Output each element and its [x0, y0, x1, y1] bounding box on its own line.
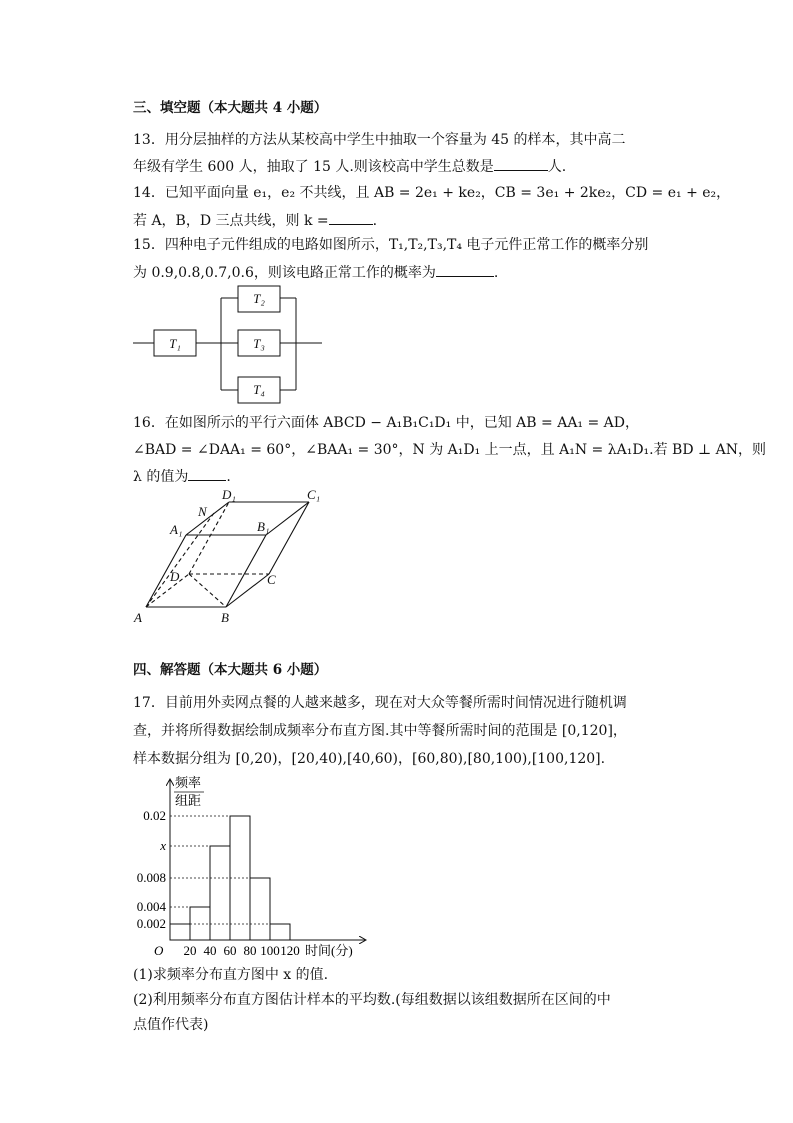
circuit-label-t1: T₁	[169, 336, 181, 351]
x-tick-label: 80	[243, 943, 257, 958]
q15-line-2	[133, 262, 498, 282]
section-4-heading: 四、解答题（本大题共 6 小题）	[133, 662, 328, 678]
q16-line-2: ∠BAD = ∠DAA₁ = 60°，∠BAA₁ = 30°，N 为 A₁D₁ 上一点，且 A₁N = λA₁D₁.若 BD ⊥ AN，则	[133, 442, 767, 458]
vertex-label-c1: C₁	[307, 487, 321, 502]
q13-line-2-text: 年级有学生 600 人，抽取了 15 人.则该校高中学生总数是	[133, 159, 494, 175]
x-tick-label: 60	[223, 943, 237, 958]
edge-a1d1	[186, 502, 229, 535]
q14-line-1: 14．已知平面向量 e₁，e₂ 不共线，且 AB = 2e₁ + ke₂，CB = 3e₁ + 2ke₂，CD = e₁ + e₂，	[133, 185, 731, 201]
circuit-label-t2: T₂	[253, 291, 265, 306]
histogram-bar	[250, 878, 270, 940]
edge-bd-hidden	[189, 574, 226, 607]
q16-line-1: 16．在如图所示的平行六面体 ABCD − A₁B₁C₁D₁ 中，已知 AB = AA₁ = AD，	[133, 415, 640, 431]
q16-line-3	[133, 466, 231, 486]
edge-cc1	[269, 502, 309, 574]
y-axis-label-bottom: 组距	[175, 793, 202, 808]
edge-aa1	[146, 535, 186, 607]
q15-tail: .	[493, 265, 499, 281]
q16-answer-blank[interactable]	[188, 466, 226, 481]
q14-tail: .	[372, 213, 378, 229]
histogram-bar	[210, 846, 230, 940]
q14-line-2-text: 若 A，B，D 三点共线，则 k =	[133, 213, 329, 229]
vertex-label-a: A	[134, 610, 142, 625]
q16-tail: .	[226, 469, 231, 485]
circuit-label-t3: T₃	[253, 336, 265, 351]
q14-answer-blank[interactable]	[329, 210, 373, 225]
frequency-histogram	[130, 772, 370, 962]
y-axis-label-top: 频率	[175, 775, 202, 790]
origin-label: O	[154, 943, 164, 958]
q17-sub-2-line-2: 点值作代表)	[133, 1017, 209, 1033]
histogram-bar	[190, 907, 210, 940]
vertex-label-b1: B₁	[257, 519, 270, 534]
q14-line-2	[133, 210, 377, 230]
edge-bc	[226, 574, 269, 607]
y-tick-label: 0.004	[136, 899, 166, 914]
x-tick-label: 100	[260, 943, 280, 958]
vertex-label-b: B	[221, 610, 229, 625]
q13-line-2	[133, 156, 566, 176]
y-tick-label: 0.008	[136, 870, 166, 885]
circuit-label-t4: T₄	[253, 382, 265, 397]
q17-line-3: 样本数据分组为 [0,20)，[20,40),[40,60)，[60,80),[80,100),[100,120].	[133, 751, 606, 767]
x-tick-label: 40	[203, 943, 217, 958]
x-tick-label: 120	[280, 943, 300, 958]
parallelepiped-figure	[128, 484, 338, 630]
edge-dd1-hidden	[189, 502, 229, 574]
q16-line-3-text: λ 的值为	[133, 469, 189, 485]
q17-sub-1: (1)求频率分布直方图中 x 的值.	[133, 967, 329, 983]
y-tick-label: x	[160, 838, 166, 853]
vertex-label-d: D	[170, 569, 180, 584]
q17-line-1: 17．目前用外卖网点餐的人越来越多，现在对大众等餐所需时间情况进行随机调	[133, 695, 627, 711]
section-3-heading: 三、填空题（本大题共 4 小题）	[133, 100, 328, 116]
vertex-label-c: C	[267, 572, 276, 587]
edge-bb1	[226, 535, 266, 607]
q15-line-2-text: 为 0.9,0.8,0.7,0.6，则该电路正常工作的概率为	[133, 265, 436, 281]
edge-ad-hidden	[146, 574, 189, 607]
q13-answer-blank[interactable]	[494, 156, 548, 171]
y-tick-label: 0.002	[136, 916, 166, 931]
x-axis-label: 时间(分)	[305, 943, 353, 958]
q17-sub-2-line-1: (2)利用频率分布直方图估计样本的平均数.(每组数据以该组数据所在区间的中	[133, 992, 611, 1008]
q17-line-2: 查，并将所得数据绘制成频率分布直方图.其中等餐所需时间的范围是 [0,120]，	[133, 723, 627, 739]
q13-tail: 人.	[547, 159, 567, 175]
q15-line-1: 15．四种电子元件组成的电路如图所示，T₁,T₂,T₃,T₄ 电子元件正常工作的概率分别	[133, 237, 649, 253]
histogram-bar	[270, 924, 290, 940]
y-tick-label: 0.02	[143, 808, 166, 823]
q13-line-1: 13．用分层抽样的方法从某校高中学生中抽取一个容量为 45 的样本，其中高二	[133, 132, 626, 148]
q15-answer-blank[interactable]	[436, 262, 494, 277]
point-label-n: N	[198, 504, 207, 519]
histogram-bar	[170, 924, 190, 940]
circuit-diagram	[130, 282, 330, 406]
x-tick-label: 20	[183, 943, 197, 958]
vertex-label-a1: A₁	[170, 522, 183, 537]
edge-b1c1	[266, 502, 309, 535]
vertex-label-d1: D₁	[222, 487, 236, 502]
